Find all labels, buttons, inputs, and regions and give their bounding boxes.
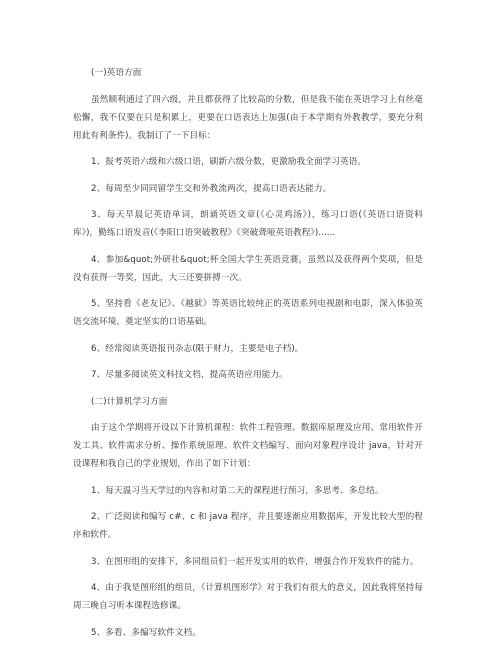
list-item: 1、每天温习当天学过的内容和对第二天的课程进行预习，多思考、多总结。 (91, 485, 384, 496)
paragraph-english-intro: 虽然顺利通过了四六级，并且都获得了比较高的分数，但是我不能在英语学习上有丝毫松懈，我不仅要在只是积累上，更要在口语表达上加强(由于本学期有外教教学，要充分利用此有利条件)。我制订了一下目标： (73, 94, 423, 141)
paragraph-computer-intro: 由于这个学期将开设以下计算机课程：软件工程管理、数据库原理及应用、常用软件开发工具、软件需求分析、操作系统原理、软件文档编写、面向对象程序设计 java，针对开设课程和我自己的学业规划，作出了如下计划： (73, 423, 423, 469)
section-heading-computer: (二)计算机学习方面 (91, 396, 168, 407)
list-item: 6、经常阅读英语报刊杂志(限于财力，主要是电子档)。 (91, 343, 304, 354)
list-item: 3、每天早晨记英语单词，朗诵英语文章(《心灵鸡汤》)，练习口语(《英语口语资料库》)，勤练口语发音(《李阳口语突破教程》《突破聋哑英语教程》)...... (73, 210, 423, 238)
list-item: 4、参加&quot;外研社&quot;杯全国大学生英语竞赛，虽然以及获得两个奖项，但是没有获得一等奖，因此，大三还要拼搏一次。 (73, 254, 423, 283)
list-item: 1、报考英语六级和六级口语，刷新六级分数，更激励我全面学习英语。 (91, 157, 367, 167)
list-item: 2、每周至少同同留学生交和外教流两次，提高口语表达能力。 (91, 183, 332, 194)
list-item: 5、多看、多编写软件文档。 (91, 627, 201, 638)
list-item: 4、由于我是图形组的组员，《计算机图形学》对于我们有很大的意义，因此我将坚持每周三晚自习听本课程选修课。 (73, 583, 423, 611)
section-heading-english: (一)英语方面 (91, 68, 142, 78)
list-item: 3、在图形组的安排下，多同组员们一起开发实用的软件，增强合作开发软件的能力。 (91, 556, 419, 567)
list-item: 7、尽量多阅读英文科技文档，提高英语应用能力。 (91, 370, 288, 380)
list-item: 5、坚持看《老友记》、《越狱》等英语比较纯正的英语系列电视剧和电影，深入体验英语交流环境，奠定坚实的口语基础。 (73, 299, 423, 327)
list-item: 2、广泛阅读和编写 c#、c 和 java 程序，并且要逐渐应用数据库，开发比较大型的程序和软件。 (73, 512, 423, 540)
document-body (73, 64, 423, 650)
